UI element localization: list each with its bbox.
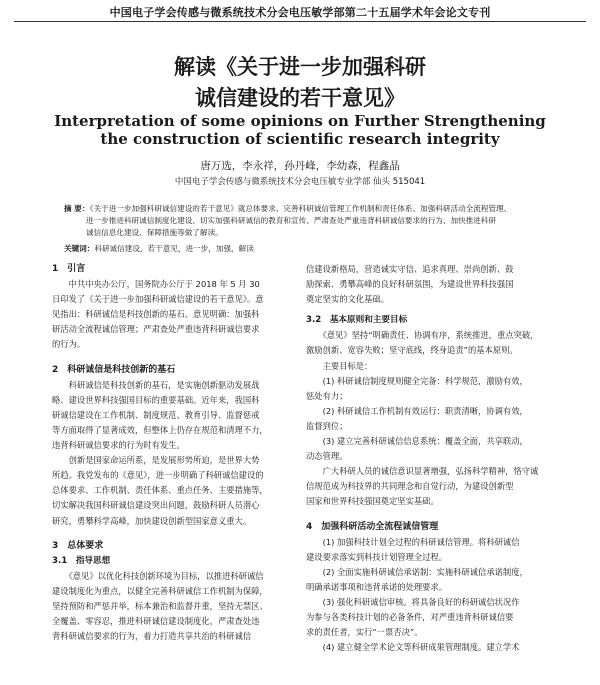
body-text-line: 惩处有力；: [306, 390, 348, 401]
body-text-line: 《意见》以优化科技创新环境为目标，以推进科研诚信: [52, 570, 264, 581]
body-text-line: 背科研诚信要求的行为，着力打造共享共治的科研诚信: [52, 631, 252, 642]
body-text-line: 全覆盖、零容忍，推进科研诚信建设制度化，严肃查处违: [52, 616, 260, 627]
body-text-line: 信建设新格局，营造诚实守信、追求真理、崇尚创新、鼓: [306, 264, 514, 274]
body-text-line: 明确承诺事项和违背承诺的处理要求。: [306, 581, 448, 592]
running-head: 中国电子学会传感与微系统技术分会电压敏学部第二十五届学术年会论文专刊: [109, 6, 491, 19]
body-text-line: 违背科研诚信要求的行为时有发生。: [52, 440, 185, 451]
body-text-line: (4) 建立健全学术论文等科研成果管理制度。建立学术: [306, 642, 520, 653]
body-text-line: 《意见》坚持“明确责任、协调有序，系统推进，重点突破，: [306, 330, 539, 341]
title-chinese: [0, 52, 600, 114]
body-text-line: 广大科研人员的诚信意识显著增强，弘扬科学精神，恪守诚: [306, 466, 539, 477]
body-text-line: 坚持预防和严惩并举，标本兼治和监督并重，坚持无禁区、: [52, 600, 268, 611]
section-heading: 1 引言: [52, 264, 86, 274]
body-text-line: (3) 建立完善科研诚信信息系统：覆盖全面，共享联动，: [306, 436, 528, 447]
title-chinese-line-1: 解读《关于进一步加强科研: [174, 55, 426, 79]
abstract-label: 摘 要：: [64, 204, 90, 213]
body-text-line: 等方面取得了显著成效，但整体上仍存在规范和清理不力，: [52, 424, 268, 435]
body-text-line: 见指出：科研诚信是科技创新的基石。意见明确：加强科: [52, 309, 260, 320]
body-text-line: 为参与各类科技计划的必备条件，对严重违背科研诚信要: [306, 612, 514, 623]
subsection-heading: 3.1 指导思想: [52, 555, 111, 566]
title-english-line-2: the construction of scientific research integrity: [100, 130, 500, 148]
paragraph-spacer: [306, 510, 556, 520]
body-text-line: 奠定坚实的文化基础。: [306, 294, 389, 305]
authors: 唐万选，李永祥，孙丹峰，李幼森，程鑫晶: [200, 160, 400, 172]
abstract: [64, 203, 546, 239]
keywords-label: 关键词：: [64, 244, 95, 253]
body-text-line: (1) 科研诚信制度规则健全完备：科学规范，激励有效，: [306, 375, 528, 386]
keywords: [64, 243, 546, 254]
header-rule: [14, 21, 586, 22]
section-heading: 4 加强科研活动全流程诚信管理: [306, 521, 439, 532]
body-text-line: 建设要求落实到科技计划管理全过程。: [306, 551, 448, 562]
body-text-line: 励探索、勇攀高峰的良好科研氛围，为建设世界科技强国: [306, 279, 514, 290]
body-text-line: 监督到位；: [306, 420, 348, 431]
body-text-line: 国家和世界科技强国奠定坚实基础。: [306, 496, 439, 507]
body-text-line: 中共中央办公厅，国务院办公厅于 2018 年 5 月 30: [52, 279, 260, 290]
body-text-line: 总体要求、工作机制、责任体系、重点任务、主要措施等，: [52, 485, 268, 496]
body-text-line: 求的责任者，实行“一票否决”。: [306, 627, 423, 638]
subsection-heading: 3.2 基本原则和主要目标: [306, 315, 408, 326]
body-text-line: 激励创新、宽容失败；坚守底线，终身追责”的基本原则。: [306, 345, 518, 356]
section-heading: 2 科研诚信是科技创新的基石: [52, 364, 176, 375]
body-text-line: 略、建设世界科技强国目标的重要基础。近年来，我国科: [52, 394, 260, 405]
body-text-line: 科研诚信是科技创新的基石，是实施创新驱动发展战: [52, 379, 260, 390]
abstract-line: 诚信信息化建设、保障措施等做了解读。: [86, 228, 223, 237]
body-column-left: [52, 262, 300, 644]
body-text-line: (2) 全面实施科研诚信承诺制：实施科研诚信承诺制度，: [306, 566, 528, 577]
abstract-line: 进一步推进科研诚信制度化建设、切实加强科研诚信的教育和宣传、严肃查处严重违背科研诚信要求的行为、加快推进科研: [86, 216, 497, 225]
body-text-line: 研诚信建设在工作机制、制度规范、教育引导、监督惩戒: [52, 409, 260, 420]
keywords-text: 科研诚信建设，若干意见，进一步，加强，解读: [94, 244, 254, 253]
body-column-right: [306, 262, 556, 655]
paragraph-spacer: [52, 529, 300, 539]
body-text-line: 动态管理。: [306, 451, 348, 462]
body-text-line: 建设制度化为重点，以健全完善科研诚信工作机制为保障，: [52, 585, 268, 596]
body-text-line: 的行为。: [52, 339, 86, 350]
title-english: [0, 112, 600, 148]
body-text-line: 所趋。我党发布的《意见》，进一步明确了科研诚信建设的: [52, 470, 264, 481]
section-heading: 3 总体要求: [52, 540, 104, 551]
abstract-line: 《关于进一步加强科研诚信建设的若干意见》就总体要求、完善科研诚信管理工作机制和责任体系、加强科研活动全流程管理、: [86, 204, 512, 213]
body-text-line: 创新是国家命运所系，是发展形势所迫，是世界大势: [52, 455, 260, 466]
body-text-line: 切实解决我国科研诚信建设突出问题，鼓励科研人员潜心: [52, 500, 260, 511]
body-text-line: (1) 加强科技计划全过程的科研诚信管理。将科研诚信: [306, 536, 520, 547]
body-text-line: (2) 科研诚信工作机制有效运行：职责清晰，协调有效，: [306, 405, 528, 416]
paragraph-spacer: [52, 353, 300, 363]
title-chinese-line-2: 诚信建设的若干意见》: [195, 86, 405, 110]
body-text-line: 研活动全流程诚信管理；严肃查处严重违背科研诚信要求: [52, 324, 260, 335]
body-text-line: 主要目标是：: [306, 360, 373, 371]
affiliation: 中国电子学会传感与微系统技术分会电压敏专业学部 仙头 515041: [174, 177, 426, 187]
body-text-line: 信规范成为科技界的共同理念和自觉行动，为建设创新型: [306, 481, 514, 492]
body-text-line: 日印发了《关于进一步加强科研诚信建设的若干意见》。意: [52, 294, 264, 305]
body-text-line: 研究，勇攀科学高峰，加快建设创新型国家意义重大。: [52, 515, 252, 526]
title-english-line-1: Interpretation of some opinions on Further Strengthening: [54, 112, 546, 130]
body-text-line: (3) 强化科研诚信审核。将具备良好的科研诚信状况作: [306, 596, 520, 607]
